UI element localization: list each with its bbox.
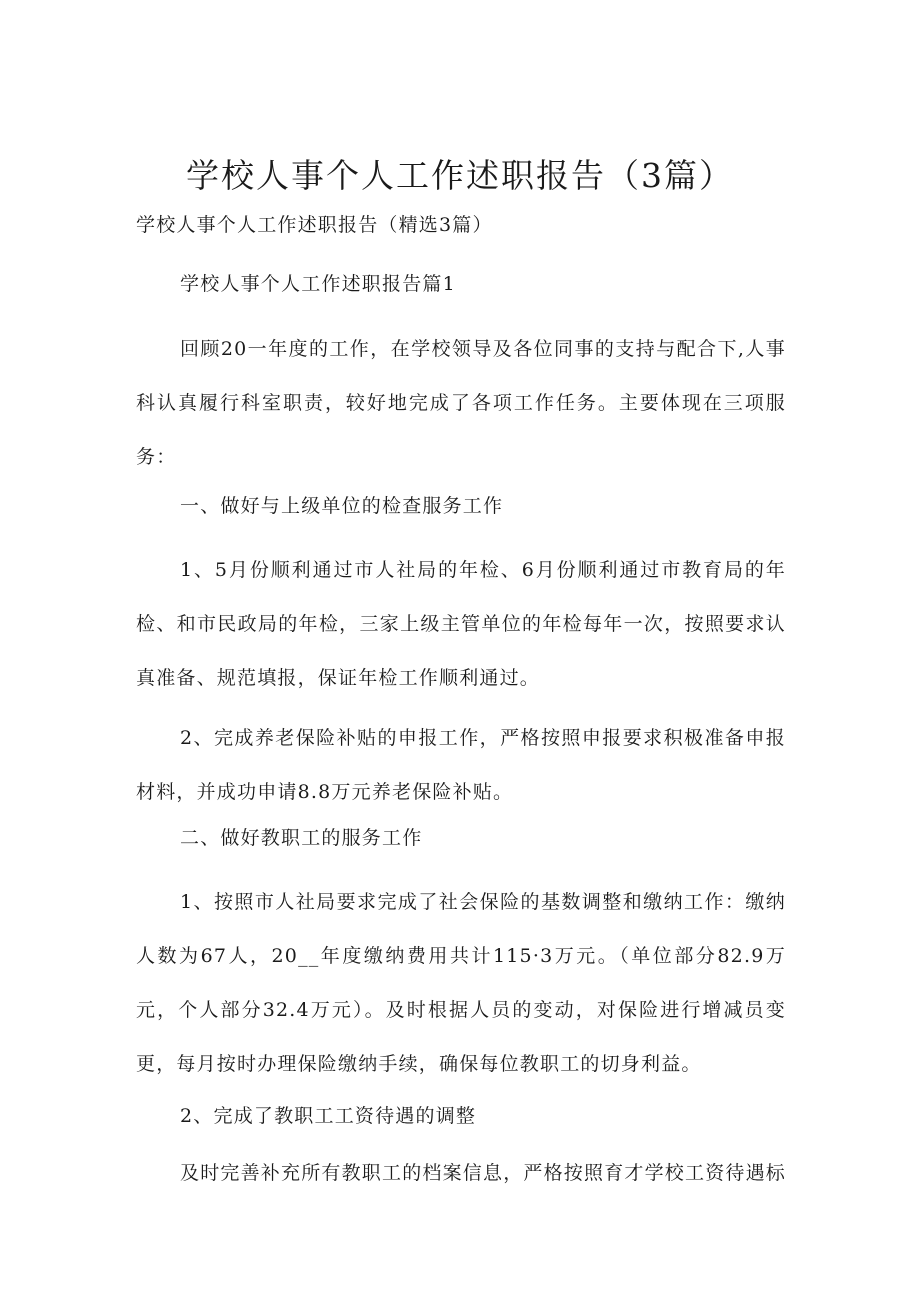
paragraph-item-2-2: 2、完成了教职工工资待遇的调整 xyxy=(180,1105,477,1127)
heading-2: 二、做好教职工的服务工作 xyxy=(180,827,423,849)
paragraph-intro: 回顾20一年度的工作，在学校领导及各位同事的支持与配合下,人事科认真履行科室职责，较好地完成了各项工作任务。主要体现在三项服务： xyxy=(136,338,786,468)
section-heading: 学校人事个人工作述职报告篇1 xyxy=(180,273,456,295)
document-subtitle: 学校人事个人工作述职报告（精选3篇） xyxy=(136,214,493,236)
heading-1: 一、做好与上级单位的检查服务工作 xyxy=(180,495,504,517)
document-title: 学校人事个人工作述职报告（3篇） xyxy=(186,156,734,195)
paragraph-item-2-3: 及时完善补充所有教职工的档案信息，严格按照育才学校工资待遇标 xyxy=(180,1162,787,1184)
paragraph-item-1-1: 1、5月份顺利通过市人社局的年检、6月份顺利通过市教育局的年检、和市民政局的年检，三家上级主管单位的年检每年一次，按照要求认真准备、规范填报，保证年检工作顺利通过。 xyxy=(136,559,786,689)
paragraph-item-2-1: 1、按照市人社局要求完成了社会保险的基数调整和缴纳工作：缴纳人数为67人，20__年度缴纳费用共计115·3万元。（单位部分82.9万元，个人部分32.4万元）。及时根据人员的变动，对保险进行增减员变更，每月按时办理保险缴纳手续，确保每位教职工的切身利益。 xyxy=(136,891,786,1075)
paragraph-item-1-2: 2、完成养老保险补贴的申报工作，严格按照申报要求积极准备申报材料，并成功申请8.8万元养老保险补贴。 xyxy=(136,727,786,803)
